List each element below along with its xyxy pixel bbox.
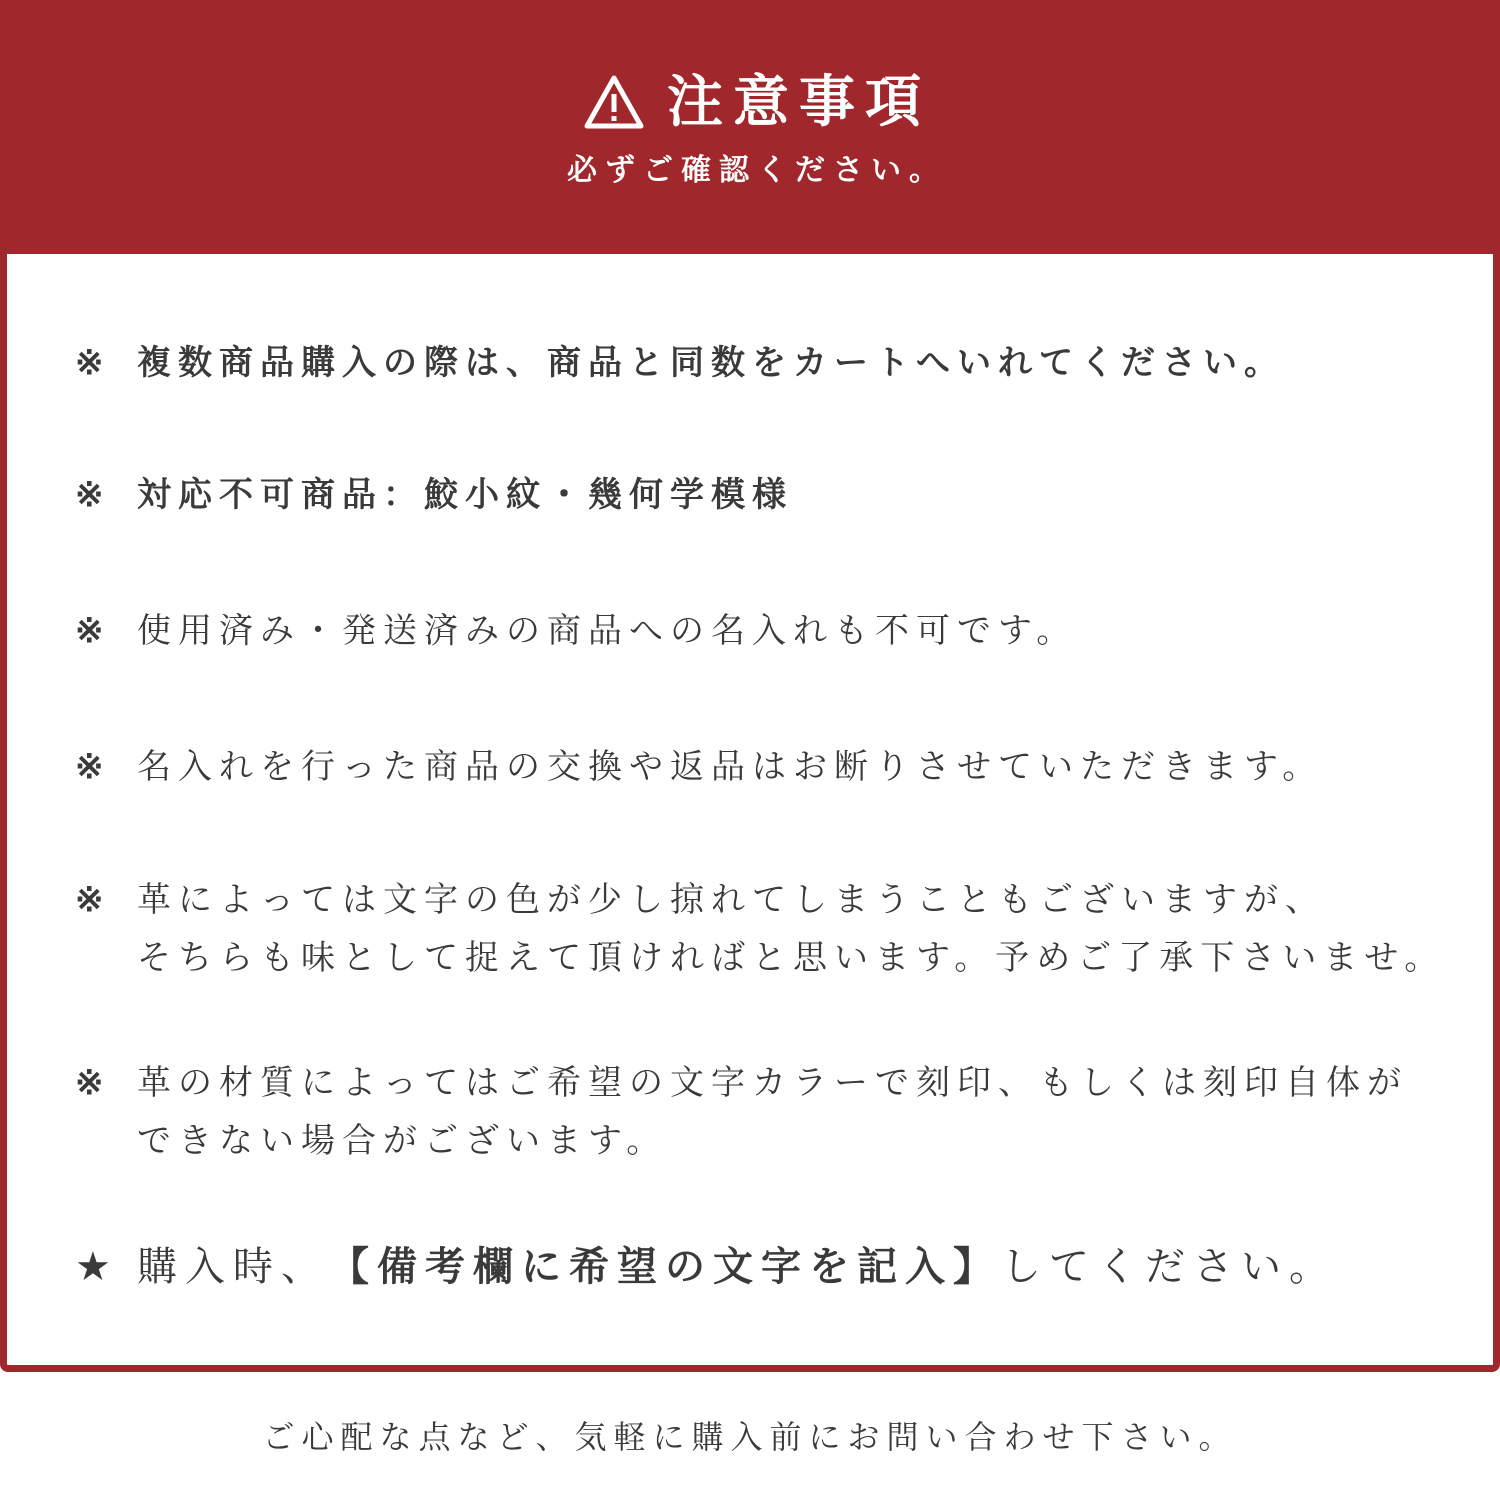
note-mark: ※ [75, 475, 111, 515]
note-mark: ※ [75, 880, 111, 920]
header-band [7, 7, 1500, 254]
note-leather-fading [75, 871, 1445, 987]
footer-note: ご心配な点など、気軽に購入前にお問い合わせ下さい。 [262, 1418, 1238, 1456]
purchase-prefix: 購入時、 [137, 1244, 329, 1290]
header-title-row [7, 62, 1500, 142]
note-no-returns [75, 738, 1323, 796]
purchase-emphasis: 【備考欄に希望の文字を記入】 [329, 1243, 1001, 1290]
note-text: 使用済み・発送済みの商品への名入れも不可です。 [137, 611, 1078, 651]
note-text-line-1: 革の材質によってはご希望の文字カラーで刻印、もしくは刻印自体が [137, 1063, 1408, 1103]
purchase-instruction [75, 1235, 1337, 1299]
page-title: 注意事項 [667, 69, 931, 135]
note-mark: ※ [75, 747, 111, 787]
note-multiple-items [75, 334, 1285, 392]
header-subtitle: 必ずご確認ください。 [567, 153, 947, 188]
warning-triangle-icon [583, 74, 645, 130]
note-text-line-2: できない場合がございます。 [137, 1121, 668, 1161]
note-used-items [75, 602, 1077, 660]
note-text: 複数商品購入の際は、商品と同数をカートへいれてください。 [137, 343, 1285, 383]
note-unsupported-items [75, 466, 793, 524]
star-icon: ★ [75, 1244, 119, 1290]
note-leather-material [75, 1054, 1408, 1170]
note-text-line-2: そちらも味として捉えて頂ければと思います。予めご了承下さいませ。 [137, 938, 1446, 978]
note-text-line-1: 革によっては文字の色が少し掠れてしまうこともございますが、 [137, 880, 1326, 920]
note-mark: ※ [75, 611, 111, 651]
purchase-suffix: してください。 [1001, 1244, 1337, 1290]
note-text: 対応不可商品：鮫小紋・幾何学模様 [137, 475, 793, 515]
note-mark: ※ [75, 343, 111, 383]
note-text: 名入れを行った商品の交換や返品はお断りさせていただきます。 [137, 747, 1324, 787]
note-mark: ※ [75, 1063, 111, 1103]
